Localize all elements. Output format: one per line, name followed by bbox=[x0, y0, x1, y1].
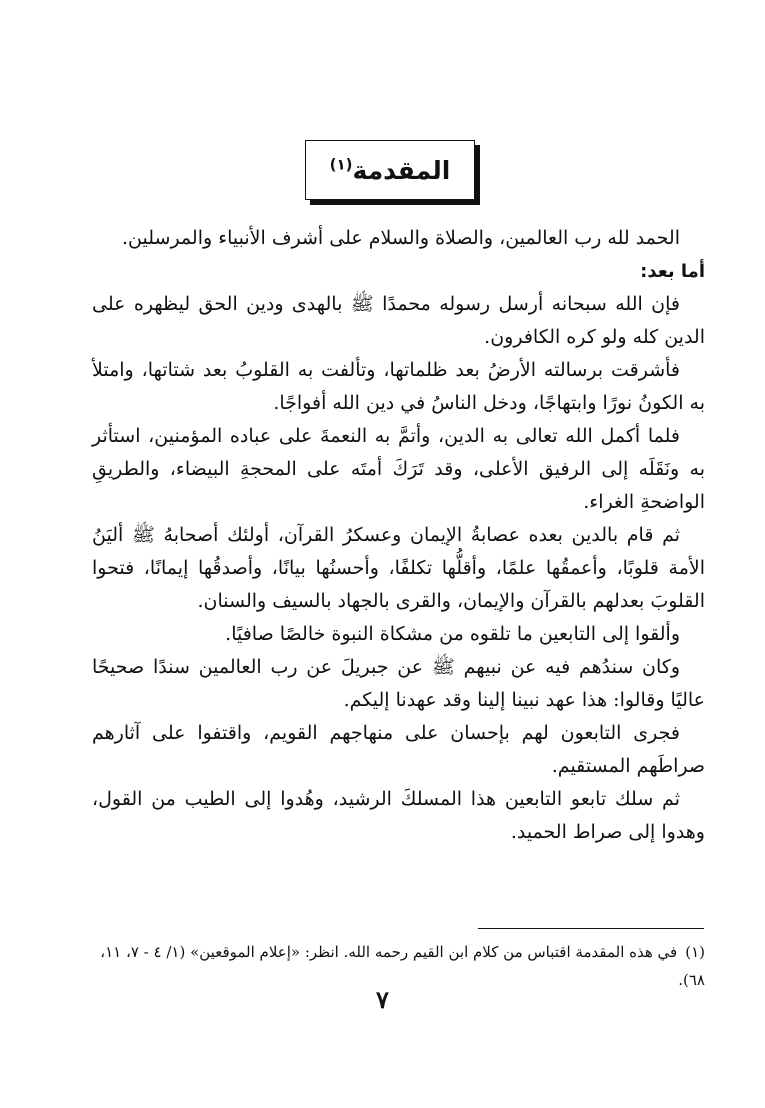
chapter-title-text: المقدمة bbox=[352, 155, 451, 185]
paragraph: فجرى التابعون لهم بإحسان على منهاجهم القويم، واقتفوا على آثارهم صراطَهم المستقيم. bbox=[92, 722, 705, 777]
chapter-title bbox=[329, 155, 451, 185]
footnote-text: في هذه المقدمة اقتباس من كلام ابن القيم رحمه الله. انظر: «إعلام الموقعين» (١/ ٤ - ٧، ١١، ٦٨). bbox=[100, 943, 705, 989]
page-number: ٧ bbox=[376, 985, 389, 1014]
chapter-title-box bbox=[305, 140, 475, 200]
paragraph: ثم قام بالدين بعده عصابةُ الإيمان وعسكرُ القرآن، أولئك أصحابهُ ﷺ أليَنُ الأمة قلوبًا، وأعمقُها علمًا، وأقلُّها تكلفًا، وأحسنُها بيانًا، وأصدقُها إيمانًا، فتحوا القلوبَ بعدلهم بالقرآن والإيمان، والقرى بالجهاد بالسيف والسنان. bbox=[92, 524, 705, 612]
paragraph: وألقوا إلى التابعين ما تلقوه من مشكاة النبوة خالصًا صافيًا. bbox=[225, 623, 680, 645]
footnote-divider bbox=[478, 928, 704, 929]
paragraph: فلما أكمل الله تعالى به الدين، وأتمَّ به النعمةَ على عباده المؤمنين، استأثر به ونَقَلَه إلى الرفيق الأعلى، وقد تَرَكَ أمتَه على المحجةِ البيضاء، والطريقِ الواضحةِ الغراء. bbox=[92, 425, 705, 513]
title-footnote-marker: (١) bbox=[329, 155, 353, 174]
paragraph: ثم سلك تابعو التابعين هذا المسلكَ الرشيد، وهُدوا إلى الطيب من القول، وهدوا إلى صراط الحميد. bbox=[92, 788, 705, 843]
paragraph-opening: الحمد لله رب العالمين، والصلاة والسلام على أشرف الأنبياء والمرسلين. bbox=[122, 227, 680, 249]
footnote-number: (١) bbox=[685, 943, 705, 961]
amma-baad-heading: أما بعد: bbox=[640, 261, 705, 282]
paragraph: فإن الله سبحانه أرسل رسوله محمدًا ﷺ بالهدى ودين الحق ليظهره على الدين كله ولو كره الكافرون. bbox=[92, 293, 705, 348]
paragraph: وكان سندُهم فيه عن نبيهم ﷺ عن جبريلَ عن رب العالمين سندًا صحيحًا عاليًا وقالوا: هذا عهد نبينا إلينا وقد عهدنا إليكم. bbox=[92, 656, 705, 711]
paragraph: فأشرقت برسالته الأرضُ بعد ظلماتها، وتألفت به القلوبُ بعد شتاتها، وامتلأ به الكونُ نورًا وابتهاجًا، ودخل الناسُ في دين الله أفواجًا. bbox=[92, 359, 705, 414]
main-text bbox=[92, 222, 705, 849]
